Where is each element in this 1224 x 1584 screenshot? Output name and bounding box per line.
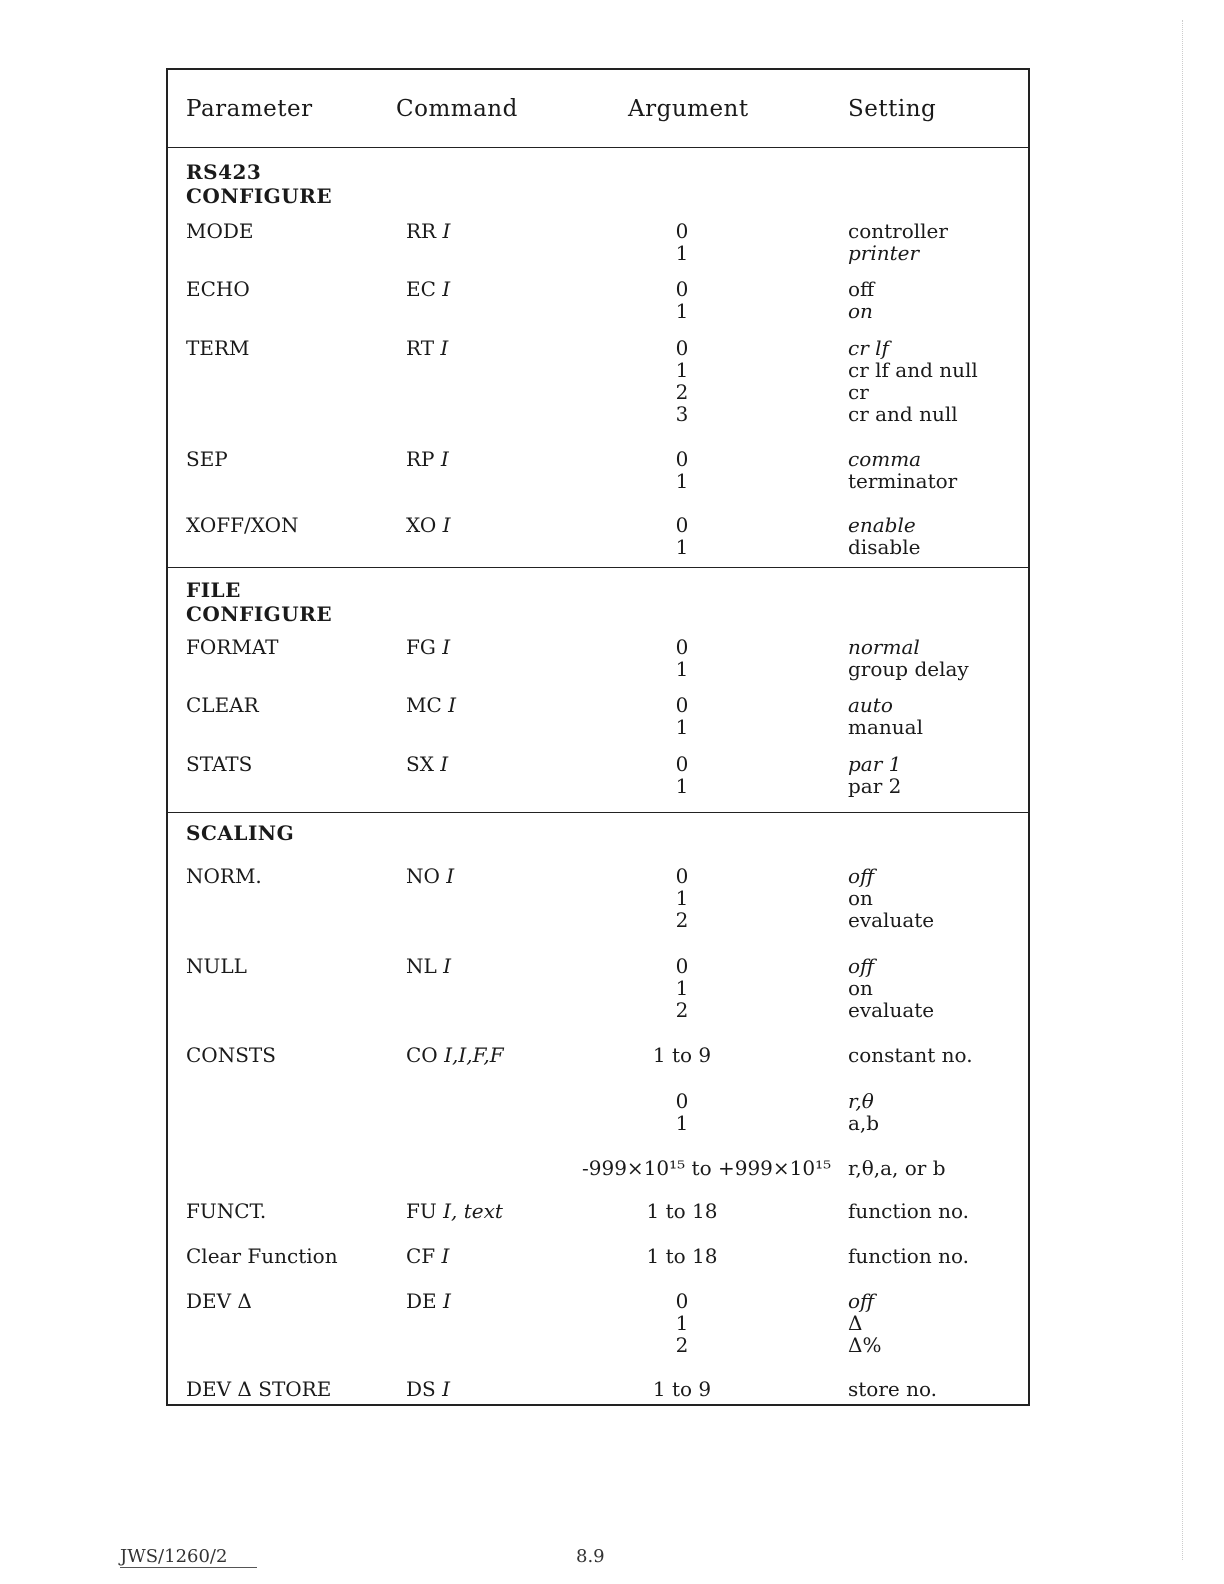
setting-value: Δ% xyxy=(848,1333,882,1357)
command-cell xyxy=(406,220,450,242)
command-cell xyxy=(406,278,450,300)
section-title-line: FILE xyxy=(186,578,241,602)
section-title-line: SCALING xyxy=(186,821,295,845)
command-variable: I xyxy=(442,219,451,243)
command-cell xyxy=(406,1200,503,1222)
command-cell xyxy=(406,448,449,470)
argument-cell xyxy=(582,1245,782,1267)
setting-value: cr lf and null xyxy=(848,358,978,382)
header-argument: Argument xyxy=(628,96,749,122)
setting-value: evaluate xyxy=(848,998,935,1022)
command-code: CO xyxy=(406,1043,445,1067)
parameter-cell: FORMAT xyxy=(186,635,279,659)
setting-cell xyxy=(848,955,934,1021)
argument-cell xyxy=(582,1044,782,1066)
command-cell xyxy=(406,636,450,658)
document-code: JWS/1260/2 xyxy=(120,1546,257,1568)
argument-value: 1 xyxy=(675,1311,689,1335)
setting-value: r,θ,a, or b xyxy=(848,1156,946,1180)
command-cell xyxy=(406,1044,504,1066)
command-code: RT xyxy=(406,336,441,360)
argument-value: 0 xyxy=(675,864,689,888)
command-code: RR xyxy=(406,219,443,243)
command-variable: I, text xyxy=(443,1199,503,1223)
setting-value: manual xyxy=(848,715,923,739)
command-code: XO xyxy=(406,513,443,537)
argument-value: 1 xyxy=(675,976,689,1000)
setting-cell xyxy=(848,753,901,797)
section-title xyxy=(186,160,332,208)
setting-cell xyxy=(848,694,923,738)
command-code: FU xyxy=(406,1199,444,1223)
argument-value: 1 xyxy=(675,299,689,323)
argument-value: 1 xyxy=(675,535,689,559)
setting-value: on xyxy=(848,299,873,323)
command-cell xyxy=(406,694,456,716)
setting-value: printer xyxy=(848,241,920,265)
section-title-line: CONFIGURE xyxy=(186,602,333,626)
parameter-cell: DEV Δ STORE xyxy=(186,1377,332,1401)
header-command: Command xyxy=(396,96,518,122)
parameter-cell: CLEAR xyxy=(186,693,259,717)
command-variable: I xyxy=(441,1244,450,1268)
setting-value: function no. xyxy=(848,1199,970,1223)
setting-cell xyxy=(848,1290,881,1356)
setting-value: a,b xyxy=(848,1111,880,1135)
argument-value: 0 xyxy=(675,693,689,717)
command-cell xyxy=(406,753,448,775)
parameter-cell: XOFF/XON xyxy=(186,513,299,537)
header-parameter: Parameter xyxy=(186,96,313,122)
command-cell xyxy=(406,1290,451,1312)
argument-cell xyxy=(582,865,782,931)
parameter-cell: Clear Function xyxy=(186,1244,338,1268)
command-variable: I xyxy=(448,693,457,717)
setting-cell xyxy=(848,278,874,322)
section-title xyxy=(186,578,332,626)
argument-value: 2 xyxy=(675,908,689,932)
command-code: SX xyxy=(406,752,441,776)
parameter-cell: NORM. xyxy=(186,864,262,888)
argument-cell xyxy=(582,278,782,322)
command-code: EC xyxy=(406,277,443,301)
parameter-cell: ECHO xyxy=(186,277,250,301)
argument-value: 1 xyxy=(675,774,689,798)
setting-cell xyxy=(848,1200,969,1222)
setting-cell xyxy=(848,1157,946,1179)
command-variable: I xyxy=(440,447,449,471)
argument-cell xyxy=(582,753,782,797)
setting-cell xyxy=(848,448,957,492)
argument-value: 0 xyxy=(675,336,689,360)
setting-cell xyxy=(848,1044,973,1066)
argument-cell xyxy=(582,514,782,558)
argument-value: 1 xyxy=(675,1111,689,1135)
command-variable: I xyxy=(443,954,452,978)
command-cell xyxy=(406,1245,449,1267)
command-cell xyxy=(406,337,448,359)
setting-value: Δ xyxy=(848,1311,863,1335)
argument-value: 0 xyxy=(675,277,689,301)
argument-value: 1 xyxy=(675,358,689,382)
command-code: DE xyxy=(406,1289,443,1313)
argument-cell xyxy=(582,694,782,738)
setting-value: off xyxy=(848,864,875,888)
argument-value: 1 xyxy=(675,241,689,265)
setting-value: controller xyxy=(848,219,948,243)
argument-cell xyxy=(582,1090,782,1134)
page-edge-mark xyxy=(1182,20,1184,1560)
argument-cell xyxy=(582,220,782,264)
setting-value: r,θ xyxy=(848,1089,874,1113)
command-variable: I xyxy=(442,277,451,301)
setting-cell xyxy=(848,1378,937,1400)
command-variable: I xyxy=(443,1289,451,1313)
setting-value: store no. xyxy=(848,1377,938,1401)
argument-cell xyxy=(582,1378,782,1400)
argument-value: 1 xyxy=(675,886,689,910)
command-variable: I xyxy=(446,864,455,888)
command-variable: I xyxy=(442,635,451,659)
setting-cell xyxy=(848,1245,969,1267)
parameter-cell: STATS xyxy=(186,752,253,776)
command-variable: I xyxy=(440,752,449,776)
command-code: FG xyxy=(406,635,443,659)
argument-value: 1 to 18 xyxy=(646,1244,718,1268)
argument-cell xyxy=(582,1290,782,1356)
setting-value: off xyxy=(848,954,875,978)
command-variable: I xyxy=(440,336,449,360)
command-variable: I xyxy=(442,513,451,537)
command-code: CF xyxy=(406,1244,442,1268)
section-title-line: CONFIGURE xyxy=(186,184,333,208)
command-cell xyxy=(406,865,454,887)
parameter-cell: NULL xyxy=(186,954,247,978)
setting-value: disable xyxy=(848,535,921,559)
argument-value: 0 xyxy=(675,954,689,978)
argument-value: 0 xyxy=(675,447,689,471)
command-cell xyxy=(406,955,451,977)
setting-value: terminator xyxy=(848,469,958,493)
setting-cell xyxy=(848,337,978,425)
argument-value: 0 xyxy=(675,635,689,659)
setting-cell xyxy=(848,865,934,931)
setting-value: off xyxy=(848,1289,875,1313)
parameter-cell: SEP xyxy=(186,447,228,471)
parameter-cell: TERM xyxy=(186,336,250,360)
setting-value: normal xyxy=(848,635,920,659)
setting-cell xyxy=(848,1090,879,1134)
argument-value: 1 xyxy=(675,657,689,681)
argument-cell xyxy=(582,1200,782,1222)
argument-value: 1 xyxy=(675,469,689,493)
argument-cell xyxy=(582,1156,832,1180)
setting-value: constant no. xyxy=(848,1043,973,1067)
setting-value: evaluate xyxy=(848,908,935,932)
table-header xyxy=(168,70,1028,148)
command-code: RP xyxy=(406,447,441,471)
argument-value: 1 to 18 xyxy=(646,1199,718,1223)
argument-value: 0 xyxy=(675,513,689,537)
section-2 xyxy=(168,813,1028,1408)
command-cell xyxy=(406,514,451,536)
command-cell xyxy=(406,1378,450,1400)
setting-value: enable xyxy=(848,513,916,537)
argument-value: 0 xyxy=(675,752,689,776)
setting-value: group delay xyxy=(848,657,969,681)
argument-value: 0 xyxy=(675,1089,689,1113)
setting-value: cr lf xyxy=(848,336,889,360)
argument-value: 0 xyxy=(675,1289,689,1313)
setting-value: off xyxy=(848,277,875,301)
setting-value: comma xyxy=(848,447,922,471)
header-setting: Setting xyxy=(848,96,937,122)
section-title xyxy=(186,821,294,845)
argument-value: 2 xyxy=(675,380,689,404)
setting-value: auto xyxy=(848,693,893,717)
setting-value: on xyxy=(848,976,873,1000)
parameter-cell: FUNCT. xyxy=(186,1199,267,1223)
argument-cell xyxy=(582,636,782,680)
command-variable: I,I,F,F xyxy=(444,1043,504,1067)
page-number: 8.9 xyxy=(576,1546,605,1567)
setting-value: on xyxy=(848,886,873,910)
argument-cell xyxy=(582,955,782,1021)
parameter-cell: DEV Δ xyxy=(186,1289,252,1313)
parameter-cell: MODE xyxy=(186,219,254,243)
setting-cell xyxy=(848,514,920,558)
argument-value: 1 xyxy=(675,715,689,739)
command-variable: I xyxy=(442,1377,450,1401)
section-title-line: RS423 xyxy=(186,160,262,184)
section-0 xyxy=(168,148,1028,568)
parameter-cell: CONSTS xyxy=(186,1043,276,1067)
command-code: NO xyxy=(406,864,447,888)
command-code: MC xyxy=(406,693,449,717)
setting-value: cr and null xyxy=(848,402,958,426)
parameter-table xyxy=(166,68,1030,1406)
argument-value: 2 xyxy=(675,1333,689,1357)
setting-value: function no. xyxy=(848,1244,970,1268)
setting-cell xyxy=(848,220,948,264)
setting-value: par 1 xyxy=(848,752,902,776)
command-code: DS xyxy=(406,1377,443,1401)
argument-value: 2 xyxy=(675,998,689,1022)
command-code: NL xyxy=(406,954,444,978)
setting-cell xyxy=(848,636,969,680)
argument-value: -999×10¹⁵ to +999×10¹⁵ xyxy=(582,1156,832,1180)
section-1 xyxy=(168,568,1028,813)
setting-value: par 2 xyxy=(848,774,902,798)
argument-cell xyxy=(582,448,782,492)
argument-value: 0 xyxy=(675,219,689,243)
argument-value: 3 xyxy=(675,402,689,426)
argument-value: 1 to 9 xyxy=(652,1377,712,1401)
setting-value: cr xyxy=(848,380,869,404)
argument-value: 1 to 9 xyxy=(652,1043,712,1067)
argument-cell xyxy=(582,337,782,425)
